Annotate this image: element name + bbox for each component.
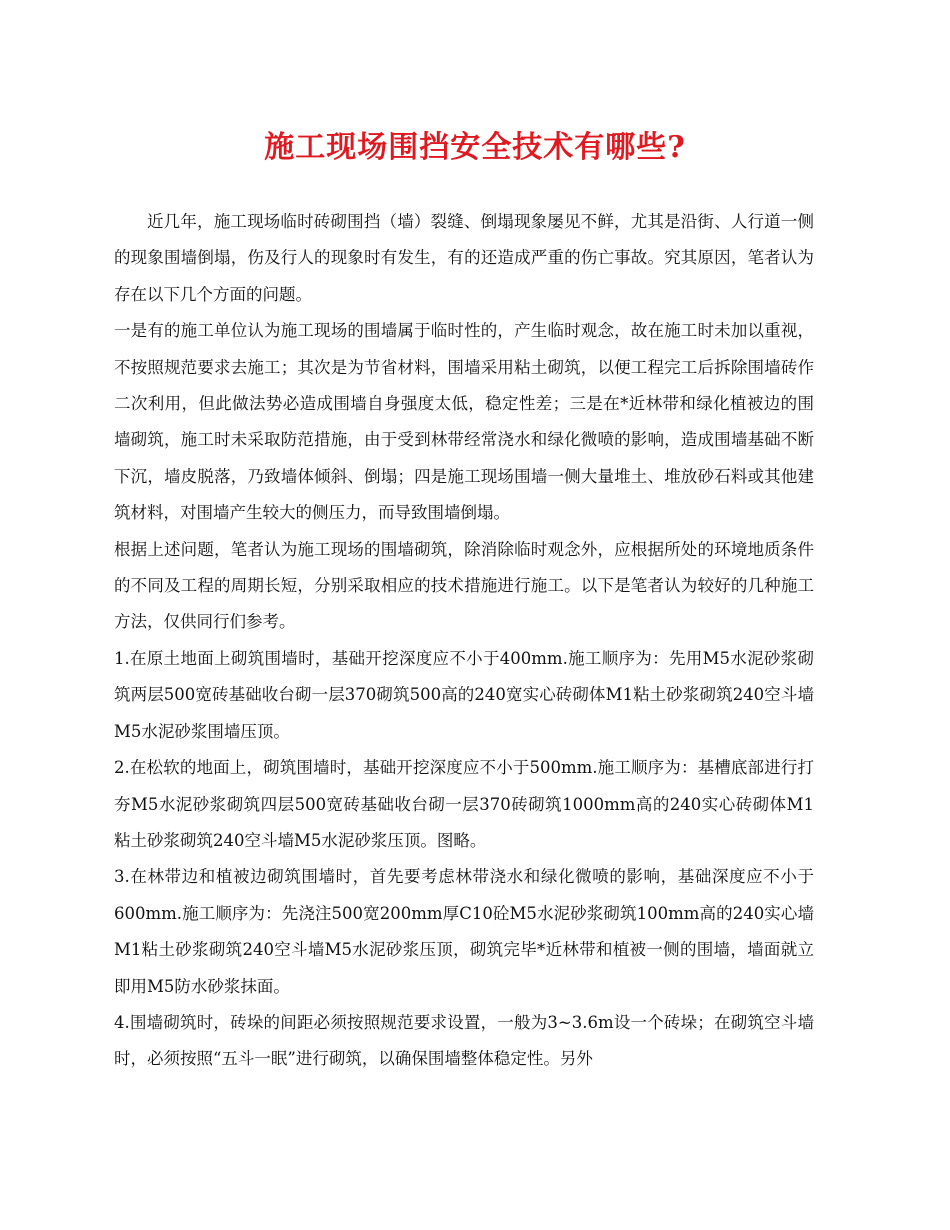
- method-item-4: 4.围墙砌筑时，砖垛的间距必须按照规范要求设置，一般为3~3.6m设一个砖垛；在砌筑空斗墙时，必须按照“五斗一眠”进行砌筑，以确保围墙整体稳定性。另外: [114, 1012, 814, 1069]
- problems-paragraph: 一是有的施工单位认为施工现场的围墙属于临时性的，产生临时观念，故在施工时未加以重视，不按照规范要求去施工；其次是为节省材料，围墙采用粘土砌筑，以便工程完工后拆除围墙砖作二次利用，但此做法势必造成围墙自身强度太低，稳定性差；三是在*近林带和绿化植被边的围墙砌筑，施工时未采取防范措施，由于受到林带经常浇水和绿化微喷的影响，造成围墙基础不断下沉，墙皮脱落，乃致墙体倾斜、倒塌；四是施工现场围墙一侧大量堆土、堆放砂石料或其他建筑材料，对围墙产生较大的侧压力，而导致围墙倒塌。: [114, 321, 814, 523]
- method-item-2: 2.在松软的地面上，砌筑围墙时，基础开挖深度应不小于500mm.施工顺序为：基槽底部进行打夯M5水泥砂浆砌筑四层500宽砖基础收台砌一层370砖砌筑1000mm高的240实心砖砌体M1粘土砂浆砌筑240空斗墙M5水泥砂浆压顶。图略。: [114, 758, 814, 850]
- method-item-3: 3.在林带边和植被边砌筑围墙时，首先要考虑林带浇水和绿化微喷的影响，基础深度应不小于600mm.施工顺序为：先浇注500宽200mm厚C10砼M5水泥砂浆砌筑100mm高的240实心墙M1粘土砂浆砌筑240空斗墙M5水泥砂浆压顶，砌筑完毕*近林带和植被一侧的围墙，墙面就立即用M5防水砂浆抹面。: [114, 867, 814, 996]
- method-item-1: 1.在原土地面上砌筑围墙时，基础开挖深度应不小于400mm.施工顺序为：先用M5水泥砂浆砌筑两层500宽砖基础收台砌一层370砌筑500高的240宽实心砖砌体M1粘土砂浆砌筑240空斗墙M5水泥砂浆围墙压顶。: [114, 648, 814, 741]
- intro-paragraph: 近几年，施工现场临时砖砌围挡（墙）裂缝、倒塌现象屡见不鲜，尤其是沿街、人行道一侧的现象围墙倒塌，伤及行人的现象时有发生，有的还造成严重的伤亡事故。究其原因，笔者认为存在以下几个方面的问题。: [114, 212, 814, 304]
- measures-paragraph: 根据上述问题，笔者认为施工现场的围墙砌筑，除消除临时观念外，应根据所处的环境地质条件的不同及工程的周期长短，分别采取相应的技术措施进行施工。以下是笔者认为较好的几种施工方法，仅供同行们参考。: [114, 539, 814, 632]
- document-body: [114, 204, 814, 1078]
- document-title: 施工现场围挡安全技术有哪些?: [264, 130, 686, 165]
